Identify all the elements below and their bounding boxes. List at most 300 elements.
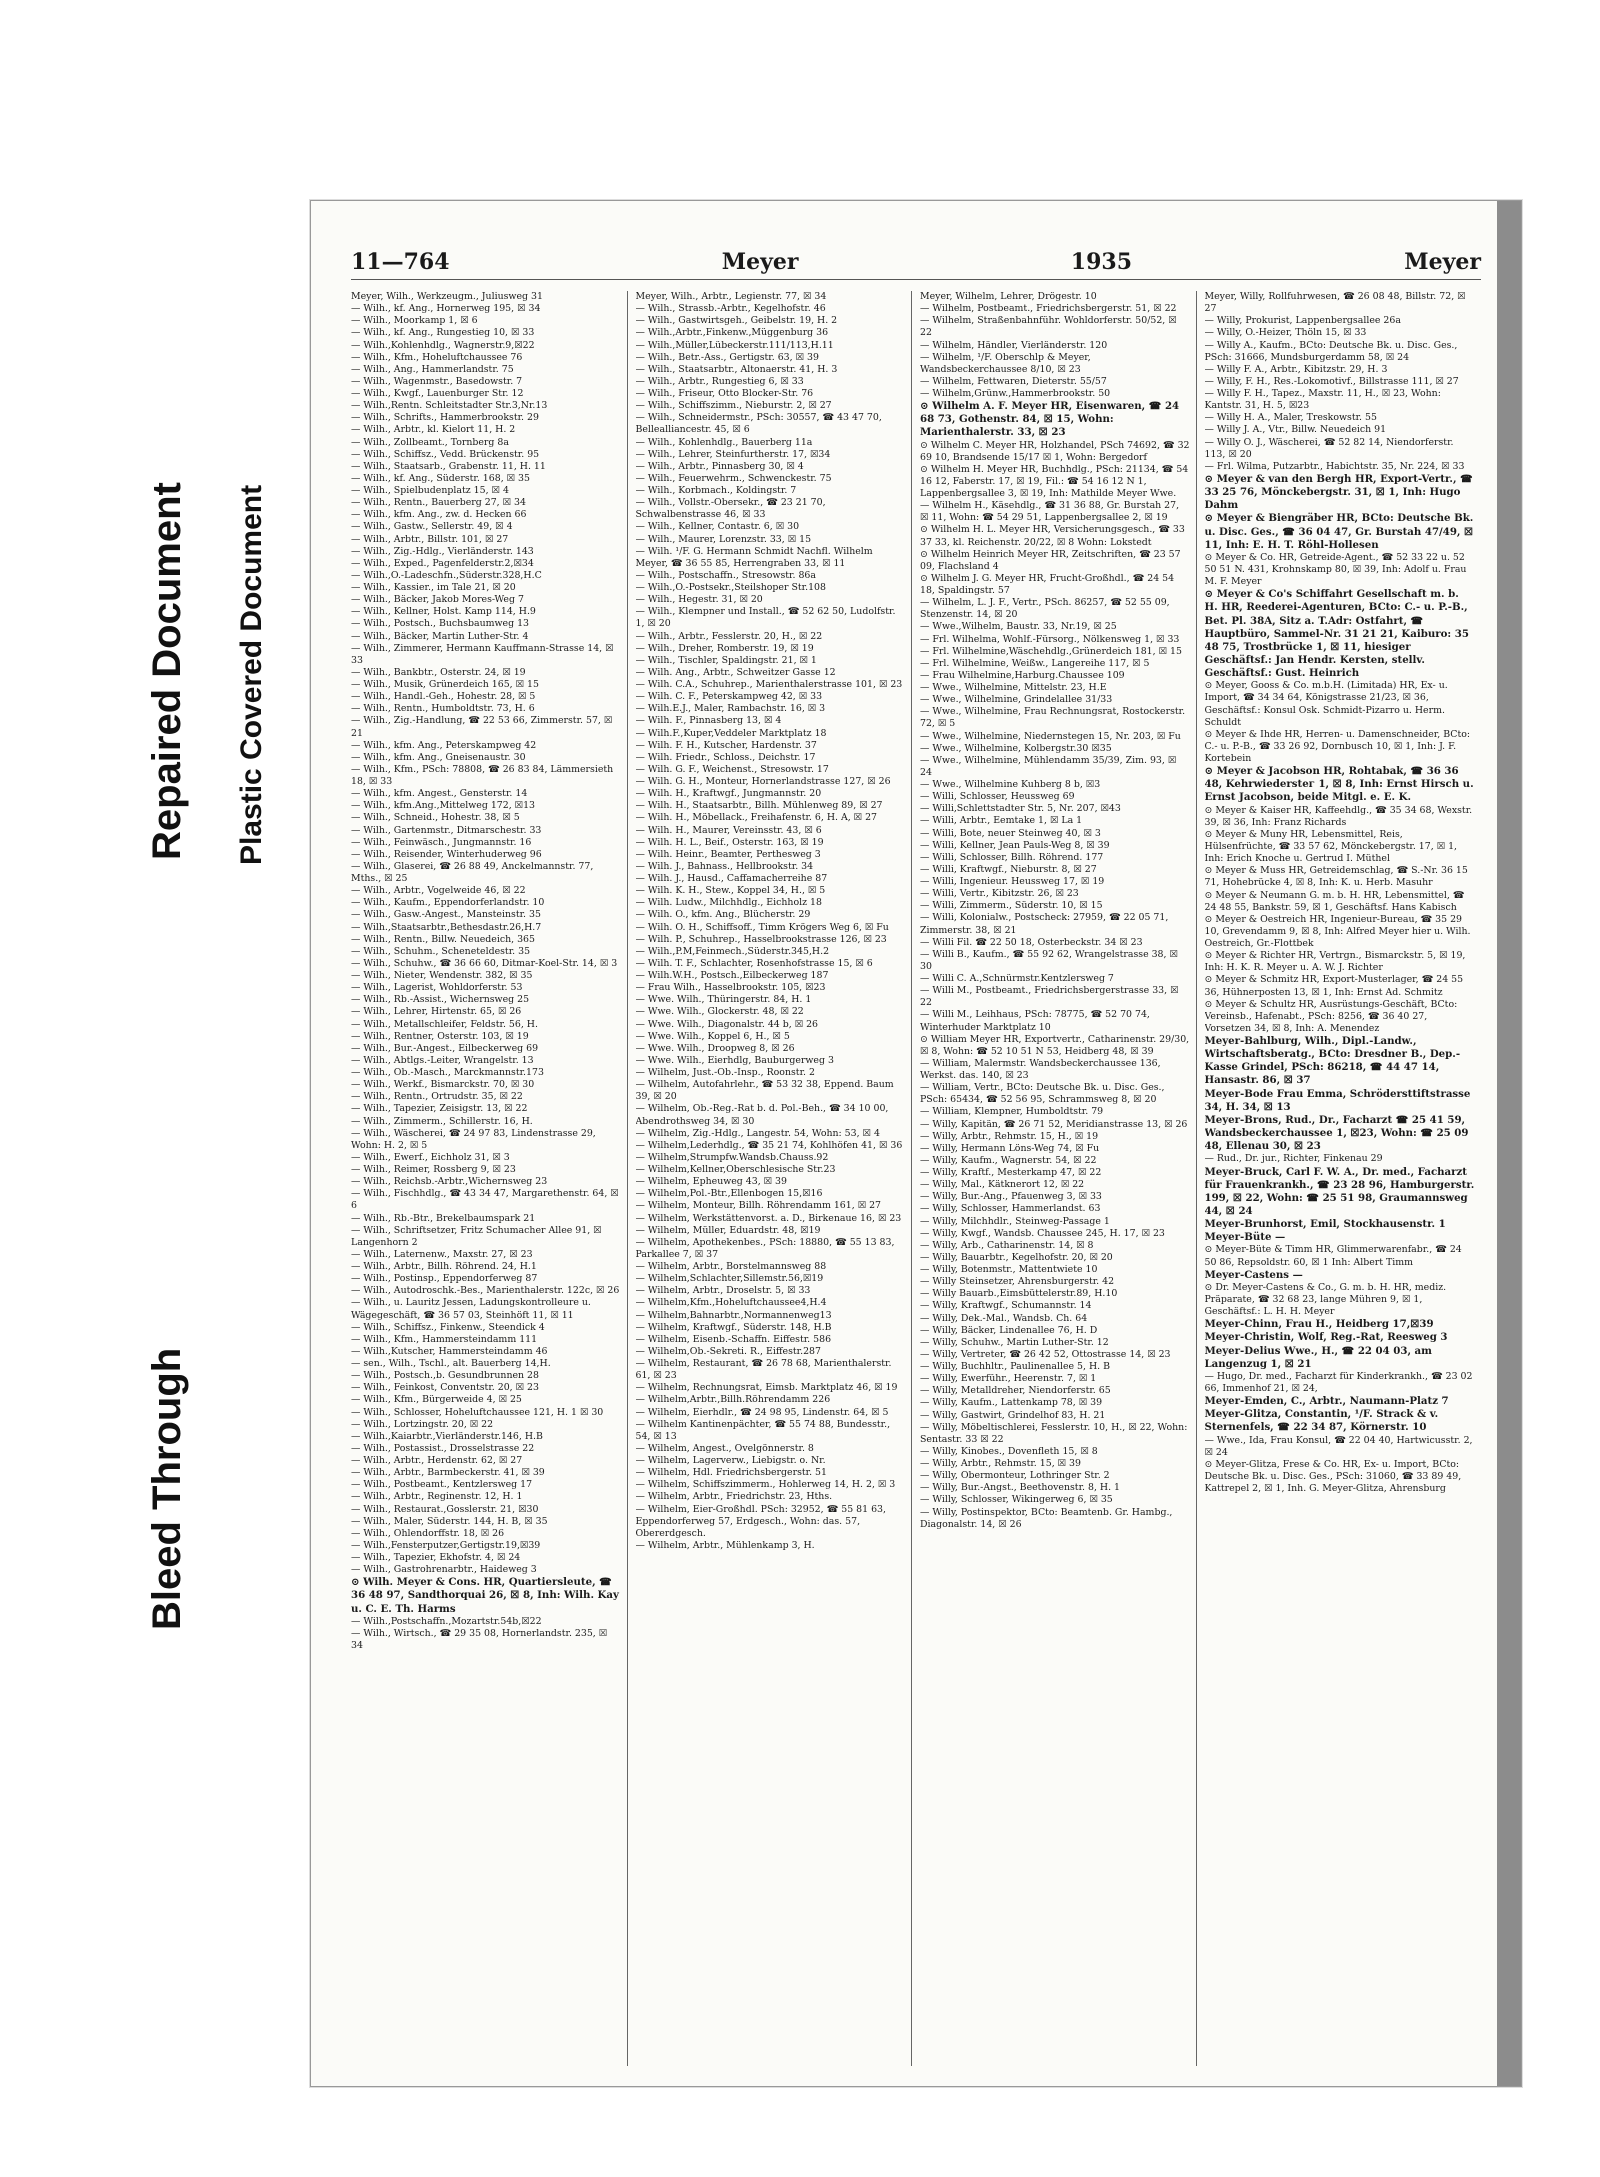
- directory-entry: — Willy, Buchhltr., Paulinenallee 5, H. B: [920, 1361, 1110, 1373]
- bleed-through-label: Bleed Through: [145, 1347, 189, 1630]
- directory-entry: — Willy F. H., Tapez., Maxstr. 11, H., ☒ 23, Wohn: Kantstr. 31, H. 5, ☒23: [1204, 388, 1441, 412]
- plastic-covered-label: Plastic Covered Document: [235, 484, 268, 865]
- directory-entry: — Wilh.E.J., Maler, Rambachstr. 16, ☒ 3: [635, 703, 826, 715]
- directory-entry: — Wilhelm, Eier-Großhdl. PSch: 32952, ☎ 55 81 63, Eppendorferweg 57, Erdgesch., Wohn: das. 57, Obererdgesch.: [635, 1503, 886, 1539]
- directory-entry: — Willy, Kraftf., Mesterkamp 47, ☒ 22: [920, 1167, 1102, 1179]
- directory-entry: — Wilhelm, Arbtr., Borstelmannsweg 88: [635, 1261, 827, 1272]
- directory-entry: — Wilh., Autodroschk.-Bes., Marienthalerstr. 122c, ☒ 26: [351, 1285, 620, 1297]
- directory-entry: — Frl. Wilma, Putzarbtr., Habichtstr. 35, Nr. 224, ☒ 33: [1204, 460, 1465, 472]
- directory-entry: — Willy, Kraftwgf., Schumannstr. 14: [920, 1300, 1092, 1312]
- directory-entry: ⊙ Meyer & Muny HR, Lebensmittel, Reis, Hülsenfrüchte, ☎ 33 57 62, Mönckebergstr. 17, ☒ 1, Inh: Erich Knoche u. Gertrud I. Müthel: [1204, 828, 1458, 865]
- directory-entry: — Wilhelm, Lagerverw., Liebigstr. o. Nr.: [635, 1455, 826, 1466]
- directory-entry: — Wilhelm,Ob.-Sekreti. R., Eiffestr.287: [635, 1345, 821, 1357]
- directory-entry: — Wilh., Arbtr., Pinnasberg 30, ☒ 4: [635, 460, 804, 472]
- directory-entry: ⊙ Meyer & Kaiser HR, Kaffeehdlg., ☎ 35 34 68, Wexstr. 39, ☒ 36, Inh: Franz Richards: [1204, 804, 1473, 828]
- directory-entry: — Willy, Postinspektor, BCto: Beamtenb. Gr. Hambg., Diagonalstr. 14, ☒ 26: [920, 1506, 1173, 1530]
- directory-entry: — Wilhelm, Eisenb.-Schaffn. Eiffestr. 586: [635, 1333, 832, 1345]
- directory-entry: — Wilh., kf. Ang., Süderstr. 168, ☒ 35: [351, 472, 530, 484]
- directory-entry: — Wilh. C. F., Peterskampweg 42, ☒ 33: [635, 691, 823, 703]
- directory-entry: — Willy Bauarb.,Eimsbüttelerstr.89, H.10: [920, 1288, 1118, 1300]
- directory-entry: — Willi, Kolonialw., Postscheck: 27959, ☎ 22 05 71, Zimmerstr. 38, ☒ 21: [920, 912, 1169, 936]
- directory-entry: ⊙ William Meyer HR, Exportvertr., Catharinenstr. 29/30, ☒ 8, Wohn: ☎ 52 10 51 N 53, Heidberg 48, ☒ 39: [920, 1033, 1190, 1057]
- directory-entry: — Wilh., Gastwirtsgeh., Geibelstr. 19, H. 2: [635, 315, 838, 327]
- directory-entry: — Willi, Kraftwgf., Nieburstr. 8, ☒ 27: [920, 863, 1097, 875]
- directory-entry: — Wilh., Schlosser, Hoheluftchaussee 121, H. 1 ☒ 30: [351, 1406, 604, 1418]
- directory-entry: — Wwe. Wilh., Koppel 6, H., ☒ 5: [635, 1030, 790, 1042]
- directory-entry: ⊙ Wilhelm J. G. Meyer HR, Frucht-Großhdl., ☎ 24 54 18, Spaldingstr. 57: [920, 572, 1175, 597]
- directory-entry: — Wilh., Schrifts., Hammerbrookstr. 29: [351, 412, 539, 424]
- directory-entry: — Wilh., Arbtr., Fesslerstr. 20, H., ☒ 22: [635, 630, 823, 642]
- directory-entry: — Wilh., Restaurat.,Gosslerstr. 21, ☒30: [351, 1503, 539, 1515]
- directory-entry: — Wilhelm, Hdl. Friedrichsbergerstr. 51: [635, 1467, 827, 1479]
- directory-entry: Meyer, Wilh., Werkzeugm., Juliusweg 31: [351, 291, 543, 302]
- directory-entry: — Wwe., Ida, Frau Konsul, ☎ 22 04 40, Hartwicusstr. 2, ☒ 24: [1204, 1434, 1473, 1458]
- directory-entry: — Willi,Schlettstadter Str. 5, Nr. 207, ☒43: [920, 803, 1121, 815]
- directory-entry: — Wilh. Heinr., Beamter, Perthesweg 3: [635, 848, 821, 860]
- directory-entry: — Wilh., Ang., Hammerlandstr. 75: [351, 363, 514, 375]
- directory-entry: — Willy, Ewerführ., Heerenstr. 7, ☒ 1: [920, 1373, 1097, 1385]
- directory-entry: — Willi, Zimmerm., Süderstr. 10, ☒ 15: [920, 900, 1103, 912]
- directory-entry: — Wilhelm, Epheuweg 43, ☒ 39: [635, 1176, 787, 1188]
- directory-entry: ⊙ Meyer & Biengräber HR, BCto: Deutsche Bk. u. Disc. Ges., ☎ 36 04 47, Gr. Burstah 47/49, ☒ 11, Inh: E. H. T. Röhl-Hollesen: [1204, 512, 1474, 551]
- directory-entry: — Wilh., Wirtsch., ☎ 29 35 08, Hornerlandstr. 235, ☒ 34: [351, 1627, 608, 1651]
- directory-entry: — Wilhelm, Restaurant, ☎ 26 78 68, Marienthalerstr. 61, ☒ 23: [635, 1358, 892, 1382]
- directory-entry: — Wilh. G. H., Monteur, Hornerlandstrasse 127, ☒ 26: [635, 776, 891, 787]
- directory-entry: — Wilh. Ludw., Milchhdlg., Eichholz 18: [635, 897, 822, 909]
- directory-entry: — Wilh., Rentn., Ortrudstr. 35, ☒ 22: [351, 1091, 523, 1103]
- directory-entry: — Wilh., Arbtr., kl. Kielort 11, H. 2: [351, 424, 516, 436]
- page-header: [351, 243, 1481, 280]
- directory-entry: — Wilhelm,Kfm.,Hoheluftchaussee4,H.4: [635, 1297, 827, 1309]
- directory-entry: — Willy, Kaufm., Wagnerstr. 54, ☒ 22: [920, 1154, 1097, 1166]
- directory-entry: — Wilhelm Kantinenpächter, ☎ 55 74 88, Bundesstr., 54, ☒ 13: [635, 1418, 891, 1442]
- directory-entry: — Wilhelm, Arbtr., Friedrichstr. 23, Hths.: [635, 1491, 833, 1503]
- directory-entry: — Wwe., Wilhelmine, Frau Rechnungsrat, Rostockerstr. 72, ☒ 5: [920, 706, 1186, 730]
- directory-entry: — Frl. Wilhelmine, Weißw., Langereihe 117, ☒ 5: [920, 657, 1150, 669]
- directory-entry: — Wilh., Arbtr., Reginenstr. 12, H. 1: [351, 1491, 523, 1503]
- directory-entry: — Willy, Milchhdlr., Steinweg-Passage 1: [920, 1215, 1110, 1227]
- directory-entry: — Wilhelm, Arbtr., Mühlenkamp 3, H.: [635, 1539, 815, 1551]
- directory-entry: Meyer-Emden, C., Arbtr., Naumann-Platz 7: [1204, 1395, 1449, 1408]
- directory-entry: — Wilh., Schneidermstr., PSch: 30557, ☎ 43 47 70, Bellealliancestr. 45, ☒ 6: [635, 412, 882, 436]
- directory-entry: — Wilh., Kwgf., Lauenburger Str. 12: [351, 388, 524, 399]
- directory-entry: — Wilh., Laternenw., Maxstr. 27, ☒ 23: [351, 1248, 533, 1260]
- directory-entry: — Wilhelm,Arbtr.,Billh.Röhrendamm 226: [635, 1394, 831, 1406]
- directory-entry: — Willy, Bur.-Ang., Pfauenweg 3, ☒ 33: [920, 1191, 1102, 1203]
- directory-entry: — Willy, Obermonteur, Lothringer Str. 2: [920, 1470, 1110, 1482]
- directory-entry: ⊙ Meyer & Jacobson HR, Rohtabak, ☎ 36 36 48, Kehrwiederstег 1, ☒ 8, Inh: Ernst Hirsch u. Ernst Jacobson, beide Mitgl. e. E. K.: [1204, 765, 1474, 804]
- directory-entry: ⊙ Meyer & Muss HR, Getreidemschlag, ☎ S.-Nr. 36 15 71, Hohebrücke 4, ☒ 8, Inh: K. u. Herb. Masuhr: [1204, 865, 1468, 889]
- directory-entry: — Wilh. O. H., Schiffsoff., Timm Krögers Weg 6, ☒ Fu: [635, 921, 889, 933]
- directory-entry: — Wilh., Zig.-Hdlg., Vierländerstr. 143: [351, 545, 534, 557]
- directory-entry: Meyer-Büte —: [1204, 1231, 1286, 1244]
- directory-entry: — Wilh. P., Schuhrep., Hasselbrookstrasse 126, ☒ 23: [635, 933, 887, 945]
- directory-entry: — Wilhelm, Arbtr., Droselstr. 5, ☒ 33: [635, 1285, 811, 1297]
- directory-entry: — Wilh., Lehrer, Hirtenstr. 65, ☒ 26: [351, 1006, 522, 1018]
- directory-entry: — Wilh. J., Hausd., Caffamacherreihe 87: [635, 873, 828, 884]
- directory-entry: — Wwe. Wilh., Thüringerstr. 84, H. 1: [635, 994, 812, 1006]
- directory-entry: — Wilh., Gartenmstr., Ditmarschestr. 33: [351, 824, 542, 836]
- directory-entry: — Willy O. J., Wäscherei, ☎ 52 82 14, Niendorferstr. 113, ☒ 20: [1204, 436, 1454, 460]
- directory-entry: — Wwe., Wilhelmine, Mühlendamm 35/39, Zim. 93, ☒ 24: [920, 754, 1177, 778]
- directory-entry: — Wilh.,Kohlenhdlg., Wagnerstr.9,☒22: [351, 339, 535, 351]
- directory-entry: — Wilhelm, Apothekenbes., PSch: 18880, ☎ 55 13 83, Parkallee 7, ☒ 37: [635, 1236, 895, 1260]
- directory-entry: — Wilh., Kfm., Hammersteindamm 111: [351, 1333, 538, 1345]
- directory-entry: — Wilh., Nieter, Wendenstr. 382, ☒ 35: [351, 970, 533, 981]
- directory-entry: — Willy, Botenmstr., Mattentwiete 10: [920, 1264, 1098, 1276]
- directory-entry: — Wilh., Schuhw., ☎ 36 66 60, Ditmar-Koel-Str. 14, ☒ 3: [351, 957, 618, 969]
- directory-entry: — Wilh., Strassb.-Arbtr., Kegelhofstr. 46: [635, 303, 826, 315]
- directory-entry: — Wilh., Schneid., Hohestr. 38, ☒ 5: [351, 812, 520, 824]
- directory-entry: — Wilh., Maler, Süderstr. 144, H. B, ☒ 35: [351, 1515, 548, 1527]
- directory-entry: — Wilhelm, Angest., Ovelgönnerstr. 8: [635, 1442, 814, 1454]
- directory-entry: — Wilh., Reichsb.-Arbtr.,Wichernsweg 23: [351, 1176, 548, 1188]
- directory-entry: — Wilh., Zimmerm., Schillerstr. 16, H.: [351, 1115, 533, 1127]
- directory-entry: — Wilh. H., Staatsarbtr., Billh. Mühlenweg 89, ☒ 27: [635, 800, 883, 812]
- directory-entry: — Wilh., Rb.-Btr., Brekelbaumspark 21: [351, 1212, 536, 1224]
- directory-entry: — William, Malermstr. Wandsbeckerchaussee 136, Werkst. das. 140, ☒ 23: [920, 1057, 1161, 1082]
- directory-entry: — Wilh.F.,Kuper,Veddeler Marktplatz 18: [635, 727, 827, 739]
- directory-entry: — Wilh.,Rentn. Schleitstadter Str.3,Nr.13: [351, 400, 548, 412]
- directory-entry: — Wilh., Arbtr., Billh. Röhrend. 24, H.1: [351, 1261, 537, 1272]
- directory-entry: — Frl. Wilhelma, Wohlf.-Fürsorg., Nölkensweg 1, ☒ 33: [920, 633, 1180, 645]
- directory-entry: — Wilh.,Fensterputzer,Gertigstr.19,☒39: [351, 1539, 541, 1551]
- directory-entry: — Wwe.,Wilhelm, Baustr. 33, Nr.19, ☒ 25: [920, 621, 1117, 633]
- directory-entry: — Wwe., Wilhelmine, Kolbergstr.30 ☒35: [920, 742, 1112, 754]
- directory-entry: — Willy, Dek.-Mal., Wandsb. Ch. 64: [920, 1312, 1088, 1324]
- directory-entry: — Wilh., Arbtr., Barmbeckerstr. 41, ☒ 39: [351, 1467, 545, 1479]
- directory-entry: — Wilh., Ewerf., Eichholz 31, ☒ 3: [351, 1151, 510, 1163]
- directory-entry: — Willy, Gastwirt, Grindelhof 83, H. 21: [920, 1409, 1106, 1421]
- directory-entry: — Wilh., Kfm., PSch: 78808, ☎ 26 83 84, Lämmersieth 18, ☒ 33: [351, 763, 614, 787]
- directory-entry: — Willy, Kapitän, ☎ 26 71 52, Meridianstrasse 13, ☒ 26: [920, 1118, 1188, 1130]
- header-year: 1935: [1070, 249, 1133, 275]
- directory-entry: ⊙ Wilhelm Heinrich Meyer HR, Zeitschriften, ☎ 23 57 09, Flachsland 4: [920, 548, 1181, 572]
- page-number: 11—764: [351, 249, 450, 275]
- directory-entry: — Willi, Arbtr., Eemtake 1, ☒ La 1: [920, 815, 1083, 827]
- side-labels: [145, 330, 295, 1630]
- directory-entry: — Wilh., Gasw.-Angest., Mansteinstr. 35: [351, 909, 541, 921]
- directory-entry: — Wilh., Postsch.,b. Gesundbrunnen 28: [351, 1370, 539, 1382]
- directory-entry: — Wilh., Arbtr., Rungestieg 6, ☒ 33: [635, 375, 804, 387]
- directory-entry: Meyer-Glitza, Constantin, ¹/F. Strack & v. Sternenfels, ☎ 22 34 87, Körnerstr. 10: [1204, 1408, 1439, 1434]
- directory-entry: ⊙ Meyer & Ihde HR, Herren- u. Damenschneider, BCto: C.- u. P.-B., ☎ 33 26 92, Dornbusch 10, ☒ 1, Inh: J. F. Kortebein: [1204, 728, 1471, 765]
- repaired-document-label: Repaired Document: [145, 482, 189, 860]
- directory-entry: ⊙ Wilhelm C. Meyer HR, Holzhandel, PSch 74692, ☎ 32 69 10, Brandsende 15/17 ☒ 1, Wohn: Bergedorf: [920, 439, 1190, 463]
- directory-entry: — Wilh., Gastrohrenarbtr., Haideweg 3: [351, 1564, 537, 1576]
- directory-entry: — Willy, Bäcker, Lindenallee 76, H. D: [920, 1324, 1098, 1336]
- directory-entry: ⊙ Wilh. Meyer & Cons. HR, Quartiersleute, ☎ 36 48 97, Sandthorquai 26, ☒ 8, Inh: Wilh. Kay u. C. E. Th. Harms: [351, 1576, 619, 1615]
- directory-entry: — Willy, Kwgf., Wandsb. Chaussee 245, H. 17, ☒ 23: [920, 1227, 1165, 1239]
- directory-entry: — Wilh., Fischhdlg., ☎ 43 34 47, Margarethenstr. 64, ☒ 6: [351, 1188, 619, 1212]
- directory-entry: ⊙ Meyer & van den Bergh HR, Export-Vertr., ☎ 33 25 76, Mönckebergstr. 31, ☒ 1, Inh: Hugo Dahm: [1204, 472, 1473, 512]
- directory-page: [310, 200, 1522, 2087]
- directory-entry: ⊙ Meyer & Neumann G. m. b. H. HR, Lebensmittel, ☎ 24 48 55, Bankstr. 59, ☒ 1, Geschäftsf. Hans Kabisch: [1204, 889, 1465, 913]
- directory-entry: — Wilh., Staatsarb., Grabenstr. 11, H. 11: [351, 460, 546, 472]
- directory-entry: — Wilh. ¹/F. G. Hermann Schmidt Nachfl. Wilhelm Meyer, ☎ 36 55 85, Herrengraben 33, ☒ 11: [635, 545, 873, 569]
- directory-entry: — Wilh., Feinkost, Conventstr. 20, ☒ 23: [351, 1382, 539, 1394]
- directory-entry: — Hugo, Dr. med., Facharzt für Kinderkrankh., ☎ 23 02 66, Immenhof 21, ☒ 24,: [1204, 1370, 1473, 1394]
- directory-entry: — Wilh., Bäcker, Jakob Mores-Weg 7: [351, 594, 524, 606]
- directory-entry: — Wilh. H., Möbellack., Freihafenstr. 6, H. A, ☒ 27: [635, 812, 877, 824]
- directory-entry: — Willy H. A., Maler, Treskowstr. 55: [1204, 412, 1377, 424]
- directory-entry: — Wilh., Glaserei, ☎ 26 88 49, Anckelmannstr. 77, Mths., ☒ 25: [351, 860, 594, 884]
- directory-entry: — Wilh., Vollstr.-Obersekr., ☎ 23 21 70, Schwalbenstrasse 46, ☒ 33: [635, 497, 826, 521]
- directory-entry: — Wilh., Handl.-Geh., Hohestr. 28, ☒ 5: [351, 691, 536, 703]
- directory-entry: — Willy, Metalldreher, Niendorferstr. 65: [920, 1385, 1111, 1397]
- directory-entry: — Wilh. T. F., Schlachter, Rosenhofstrasse 15, ☒ 6: [635, 957, 873, 969]
- directory-entry: — Wilh., Kaufm., Eppendorferlandstr. 10: [351, 897, 545, 909]
- directory-entry: — Willi, Bote, neuer Steinweg 40, ☒ 3: [920, 827, 1101, 839]
- directory-entry: — Wwe. Wilh., Eierhdlg, Bauburgerweg 3: [635, 1054, 834, 1066]
- directory-entry: — Wilh. K. H., Stew., Koppel 34, H., ☒ 5: [635, 885, 826, 897]
- directory-entry: — Wwe. Wilh., Droopweg 8, ☒ 26: [635, 1042, 795, 1054]
- directory-entry: — Willy J. A., Vtr., Billw. Neuedeich 91: [1204, 424, 1387, 436]
- directory-entry: — Wilh., Spielbudenplatz 15, ☒ 4: [351, 485, 509, 496]
- directory-entry: ⊙ Meyer & Schmitz HR, Export-Musterlager, ☎ 24 55 36, Hühnerposten 13, ☒ 1, Inh: Ernst Ad. Schmitz: [1204, 974, 1464, 998]
- directory-entry: — Wilh., Postinsp., Eppendorferweg 87: [351, 1273, 538, 1285]
- directory-entry: — Wilh., Exped., Pagenfelderstr.2,☒34: [351, 557, 534, 569]
- directory-entry: — Wilh., Kassier., im Tale 21, ☒ 20: [351, 582, 516, 593]
- directory-entry: — Wilh. G. F., Weichenst., Stresowstr. 17: [635, 763, 829, 775]
- directory-entry: — Wilh. F. H., Kutscher, Hardenstr. 37: [635, 739, 817, 751]
- directory-entry: — Wilh., Werkf., Bismarckstr. 70, ☒ 30: [351, 1079, 535, 1091]
- column-4: [1205, 291, 1482, 2066]
- directory-entry: — Willi, Schlosser, Billh. Röhrend. 177: [920, 851, 1104, 863]
- directory-entry: — Wilhelm,Grünw.,Hammerbrookstr. 50: [920, 388, 1111, 399]
- directory-entry: — Wilh., Schiffszimm., Nieburstr. 2, ☒ 27: [635, 400, 832, 412]
- directory-entry: ⊙ Meyer & Schultz HR, Ausrüstungs-Geschäft, BCto: Vereinsb., Hafenabt., PSch: 8256, ☎ 36 40 27, Vorsetzen 34, ☒ 8, Inh: A. Menendez: [1204, 998, 1458, 1034]
- directory-entry: ⊙ Wilhelm H. Meyer HR, Buchhdlg., PSch: 21134, ☎ 54 16 12, Faberstr. 17, ☒ 19, Fil.: ☎ 54 16 12 N 1, Lappenbergsallee 3, ☒ 19, Inh: Mathilde Meyer Wwe.: [920, 463, 1189, 500]
- directory-entry: — Wilh.,P.M,Feinmech.,Süderstr.345,H.2: [635, 945, 830, 957]
- directory-entry: — Wilhelm,Kellner,Oberschlesische Str.23: [635, 1164, 836, 1175]
- directory-entry: — Wilh., Kfm., Bürgerweide 4, ☒ 25: [351, 1394, 522, 1406]
- directory-entry: — Wilh.,O.-Postsekr.,Steilshoper Str.108: [635, 582, 826, 593]
- header-name-right: Meyer: [1404, 249, 1481, 275]
- directory-entry: — Wilhelm, Just.-Ob.-Insp., Roonstr. 2: [635, 1067, 815, 1078]
- directory-entry: — Willi, Schlosser, Heussweg 69: [920, 791, 1075, 803]
- directory-entry: — Wilh.W.H., Postsch.,Eilbeckerweg 187: [635, 970, 829, 981]
- directory-entry: — Wilhelm H., Käsehdlg., ☎ 31 36 88, Gr. Burstah 27, ☒ 11, Wohn: ☎ 54 29 51, Lappenbergsallee 2, ☒ 19: [920, 500, 1180, 524]
- directory-entry: — Willy, Arb., Catharinenstr. 14, ☒ 8: [920, 1239, 1094, 1251]
- directory-entry: — Wilh., Rentn., Bauerberg 27, ☒ 34: [351, 497, 526, 509]
- directory-entry: — Wilhelm, Händler, Vierländerstr. 120: [920, 339, 1108, 351]
- directory-entry: — Wilh., Ob.-Masch., Marckmannstr.173: [351, 1067, 544, 1078]
- directory-entry: — Wilh.,Kaiarbtr.,Vierländerstr.146, H.B: [351, 1430, 543, 1442]
- directory-entry: — Wilh., Kohlenhdlg., Bauerberg 11a: [635, 436, 813, 448]
- directory-entry: — Wilh., Bankbtr., Osterstr. 24, ☒ 19: [351, 666, 526, 678]
- directory-entry: — Wilh., kfm.Ang.,Mittelweg 172, ☒13: [351, 800, 536, 812]
- directory-entry: — Willi M., Postbeamt., Friedrichsbergerstrasse 33, ☒ 22: [920, 985, 1179, 1009]
- directory-entry: — Wilh., Postschaffn., Stresowstr. 86a: [635, 569, 816, 581]
- directory-entry: — Wilh. Ang., Arbtr., Schweitzer Gasse 12: [635, 666, 836, 678]
- directory-entry: — Wilh., Postbeamt., Kentzlersweg 17: [351, 1479, 533, 1491]
- directory-entry: — Wilh. H., Maurer, Vereinsstr. 43, ☒ 6: [635, 824, 822, 836]
- directory-entry: — Willy F. A., Arbtr., Kibitzstr. 29, H. 3: [1204, 363, 1388, 375]
- directory-entry: — Wilh.,Postschaffn.,Mozartstr.54b,☒22: [351, 1615, 542, 1627]
- page-edge: [1497, 201, 1521, 2086]
- directory-entry: — Wwe., Wilhelmine, Grindelallee 31/33: [920, 694, 1113, 706]
- directory-entry: — sen., Wilh., Tschl., alt. Bauerberg 14,H.: [351, 1358, 551, 1369]
- directory-entry: — Willy, Mal., Kätknerort 12, ☒ 22: [920, 1179, 1085, 1191]
- directory-entry: — Wwe., Wilhelmine Kuhberg 8 b, ☒3: [920, 779, 1101, 791]
- directory-entry: — Wilhelm, Ob.-Reg.-Rat b. d. Pol.-Beh., ☎ 34 10 00, Abendrothsweg 34, ☒ 30: [635, 1103, 889, 1127]
- directory-entry: — Wilh., kfm. Ang., Peterskampweg 42: [351, 739, 537, 751]
- directory-entry: — Willi, Kellner, Jean Pauls-Weg 8, ☒ 39: [920, 839, 1110, 851]
- directory-entry: — Wilh., Tapezier, Ekhofstr. 4, ☒ 24: [351, 1552, 521, 1563]
- directory-entry: ⊙ Meyer & Co's Schiffahrt Gesellschaft m. b. H. HR, Reederei-Agenturen, BCto: C.- u. P.-B., Bet. Pl. 38A, Sitz a. T.Adr: Ostfahrt, ☎ Hauptbüro, Sammel-Nr. 31 21 21, Kaiburo: 35 48 75, Trostbrücke 1, ☒ 11, hiesiger Geschäftsf.: Jan Hendr. Kersten, stellv. Geschäftsf.: Gust. Heinrich: [1204, 588, 1469, 680]
- directory-entry: — Wilh., Lehrer, Steinfurtherstr. 17, ☒34: [635, 448, 831, 460]
- directory-entry: — Wilh., Wäscherei, ☎ 24 97 83, Lindenstrasse 29, Wohn: H. 2, ☒ 5: [351, 1127, 596, 1151]
- directory-entry: — Wilh., Kellner, Contastr. 6, ☒ 30: [635, 521, 800, 533]
- directory-entry: — Wilh., Schriftsetzer, Fritz Schumacher Allee 91, ☒ Langenhorn 2: [351, 1224, 602, 1248]
- directory-entry: — Wilhelm, Fettwaren, Dieterstr. 55/57: [920, 375, 1107, 387]
- directory-entry: — Willi, Ingenieur. Heussweg 17, ☒ 19: [920, 876, 1105, 888]
- directory-entry: — Wilh., u. Lauritz Jessen, Ladungskontrolleure u. Wägegeschäft, ☎ 36 57 03, Steinhöft 11, ☒ 11: [351, 1297, 591, 1321]
- directory-entry: — Willi, Vertr., Kibitzstr. 26, ☒ 23: [920, 888, 1079, 900]
- directory-entry: — Wilh. J., Bahnass., Hellbrookstr. 34: [635, 860, 814, 872]
- directory-entry: — Wilh., Dreher, Romberstr. 19, ☒ 19: [635, 642, 814, 654]
- directory-entry: — Wilh., Metallschleifer, Feldstr. 56, H.: [351, 1018, 538, 1030]
- directory-entry: — Wilhelm,Bahnarbtr.,Normannenweg13: [635, 1309, 832, 1321]
- directory-entry: Meyer-Christin, Wolf, Reg.-Rat, Reesweg 3: [1204, 1331, 1448, 1344]
- column-1: [351, 291, 628, 2066]
- directory-entry: — Wilh.,Kutscher, Hammersteindamm 46: [351, 1345, 548, 1357]
- directory-entry: — Willy, Möbeltischlerei, Fesslerstr. 10, H., ☒ 22, Wohn: Sentastr. 33 ☒ 22: [920, 1421, 1188, 1445]
- directory-entry: — Willi M., Leihhaus, PSch: 78775, ☎ 52 70 74, Winterhuder Marktplatz 10: [920, 1009, 1150, 1033]
- directory-entry: — Wilh., Hegestr. 31, ☒ 20: [635, 594, 763, 606]
- directory-entry: ⊙ Wilhelm A. F. Meyer HR, Eisenwaren, ☎ 24 68 73, Gothenstr. 84, ☒ 15, Wohn: Marienthalerstr. 33, ☒ 23: [920, 400, 1180, 439]
- directory-entry: ⊙ Meyer & Richter HR, Vertrgn., Bismarckstr. 5, ☒ 19, Inh: H. K. R. Meyer u. A. W. J. Richter: [1204, 950, 1466, 974]
- directory-entry: — Wilh., kfm. Angest., Gensterstr. 14: [351, 788, 528, 800]
- directory-entry: ⊙ Meyer, Gooss & Co. m.b.H. (Limitada) HR, Ex- u. Import, ☎ 34 34 64, Königstrasse 21/23, ☒ 36, Geschäftsf.: Konsul Osk. Schmidt-Pizarro u. Herm. Schuldt: [1204, 680, 1448, 728]
- directory-entry: — Wwe. Wilh., Diagonalstr. 44 b, ☒ 26: [635, 1018, 819, 1030]
- directory-entry: Meyer-Bruck, Carl F. W. A., Dr. med., Facharzt für Frauenkrankh., ☎ 23 28 96, Hamburgerstr. 199, ☒ 22, Wohn: ☎ 25 51 98, Graumannsweg 44, ☒ 24: [1204, 1165, 1475, 1217]
- directory-entry: — Willy, Schuhw., Martin Luther-Str. 12: [920, 1336, 1109, 1348]
- directory-entry: — Willy Steinsetzer, Ahrensburgerstr. 42: [920, 1276, 1115, 1288]
- directory-entry: — Willy, F. H., Res.-Lokomotivf., Billstrasse 111, ☒ 27: [1204, 375, 1459, 387]
- directory-entry: — Wilhelm, Schiffszimmerm., Hohlerweg 14, H. 2, ☒ 3: [635, 1479, 896, 1491]
- directory-entry: — Wilh., Postassist., Drosselstrasse 22: [351, 1442, 535, 1454]
- directory-entry: — William, Klempner, Humboldtstr. 79: [920, 1106, 1104, 1118]
- directory-entry: — Wilhelm, ¹/F. Oberschlp & Meyer, Wandsbeckerchaussee 8/10, ☒ 23: [920, 351, 1091, 375]
- directory-entry: — Wilh., Zig.-Handlung, ☎ 22 53 66, Zimmerstr. 57, ☒ 21: [351, 715, 613, 739]
- directory-entry: — Willy, Bauarbtr., Kegelhofstr. 20, ☒ 20: [920, 1251, 1113, 1263]
- directory-entry: Meyer-Bode Frau Emma, Schrödersttiftstrasse 34, H. 34, ☒ 13: [1204, 1087, 1471, 1113]
- directory-entry: ⊙ Meyer-Büte & Timm HR, Glimmerwarenfabr., ☎ 24 50 86, Repsoldstr. 60, ☒ 1 Inh: Albert Timm: [1204, 1244, 1462, 1268]
- directory-entry: — Wilh., Gastw., Sellerstr. 49, ☒ 4: [351, 521, 513, 533]
- directory-entry: — Wilhelm, Monteur, Billh. Röhrendamm 161, ☒ 27: [635, 1200, 882, 1212]
- directory-entry: — Wilh. Friedr., Schloss., Deichstr. 17: [635, 751, 816, 763]
- directory-columns: [351, 291, 1481, 2066]
- directory-entry: — Wilhelm, Rechnungsrat, Eimsb. Marktplatz 46, ☒ 19: [635, 1382, 898, 1394]
- directory-entry: — Willy, Schlosser, Hammerlandst. 63: [920, 1203, 1101, 1215]
- directory-entry: — Wilh., Schuhm., Scheneteldestr. 35: [351, 945, 531, 957]
- directory-entry: — Wilh., Maurer, Lorenzstr. 33, ☒ 15: [635, 533, 812, 545]
- directory-entry: — Wilh., Feuerwehrm., Schwenckestr. 75: [635, 472, 832, 484]
- directory-entry: — Willy, Hermann Löns-Weg 74, ☒ Fu: [920, 1142, 1100, 1154]
- directory-entry: — Wwe., Wilhelmine, Niedernstegen 15, Nr. 203, ☒ Fu: [920, 730, 1181, 742]
- directory-entry: — Wilh., Friseur, Otto Blocker-Str. 76: [635, 388, 814, 399]
- directory-entry: — Wilh., Arbtr., Vogelweide 46, ☒ 22: [351, 885, 526, 897]
- directory-entry: — Wilh., Schiffsz., Vedd. Brückenstr. 95: [351, 448, 540, 460]
- directory-entry: — Wilh. C.A., Schuhrep., Marienthalerstrasse 101, ☒ 23: [635, 679, 903, 690]
- directory-entry: — Wilh., Rentn., Billw. Neuedeich, 365: [351, 933, 535, 945]
- directory-entry: — Willy, Kaufm., Lattenkamp 78, ☒ 39: [920, 1397, 1103, 1409]
- directory-entry: — Wilh., Arbtr., Herdenstr. 62, ☒ 27: [351, 1455, 523, 1466]
- directory-entry: — Wilh., Betr.-Ass., Gertigstr. 63, ☒ 39: [635, 351, 819, 363]
- directory-entry: — Wilh., Moorkamp 1, ☒ 6: [351, 315, 478, 327]
- directory-entry: — Willy A., Kaufm., BCto: Deutsche Bk. u. Disc. Ges., PSch: 31666, Mundsburgerdamm 58, ☒ 24: [1204, 339, 1458, 363]
- directory-entry: — Wilh., Bäcker, Martin Luther-Str. 4: [351, 630, 529, 642]
- directory-entry: — Wilh., Kellner, Holst. Kamp 114, H.9: [351, 606, 536, 618]
- directory-entry: — Willy, Arbtr., Rehmstr. 15, H., ☒ 19: [920, 1130, 1099, 1142]
- directory-entry: — Wilh., Klempner und Install., ☎ 52 62 50, Ludolfstr. 1, ☒ 20: [635, 606, 896, 630]
- column-2: [636, 291, 913, 2066]
- directory-entry: — Wilh., Rentn., Humboldtstr. 73, H. 6: [351, 703, 535, 715]
- directory-entry: Meyer-Brons, Rud., Dr., Facharzt ☎ 25 41 59, Wandsbeckerchaussee 1, ☒23, Wohn: ☎ 25 09 48, Ellenau 30, ☒ 23: [1204, 1113, 1469, 1153]
- directory-entry: — Frau Wilhelmine,Harburg.Chaussee 109: [920, 669, 1125, 681]
- column-3: [920, 291, 1197, 2066]
- directory-entry: ⊙ Dr. Meyer-Castens & Co., G. m. b. H. HR, mediz. Präparate, ☎ 32 68 23, lange Mühren 9, ☒ 1, Geschäftsf.: L. H. H. Meyer: [1204, 1281, 1447, 1318]
- directory-entry: — Willy, Bur.-Angst., Beethovenstr. 8, H. 1: [920, 1482, 1121, 1494]
- directory-entry: — Frau Wilh., Hasselbrookstr. 105, ☒23: [635, 982, 826, 994]
- directory-entry: — Wilhelm,Pol.-Btr.,Ellenbogen 15,☒16: [635, 1188, 823, 1200]
- directory-entry: Meyer-Castens —: [1204, 1268, 1303, 1281]
- directory-entry: — Wilh., Kfm., Hoheluftchaussee 76: [351, 351, 523, 363]
- directory-entry: — Wilhelm,Strumpfw.Wandsb.Chauss.92: [635, 1151, 829, 1163]
- directory-entry: — Wilhelm,Lederhdlg., ☎ 35 21 74, Kohlhöfen 41, ☒ 36: [635, 1139, 903, 1151]
- directory-entry: — Wilh., Reisender, Winterhuderweg 96: [351, 848, 542, 860]
- directory-entry: — Wilhelm, Kraftwgf., Süderstr. 148, H.B: [635, 1321, 832, 1333]
- directory-entry: — Frl. Wilhelmine,Wäschehdlg.,Grünerdeich 181, ☒ 15: [920, 645, 1182, 657]
- directory-entry: — Willy, Vertreter, ☎ 26 42 52, Ottostrasse 14, ☒ 23: [920, 1348, 1171, 1360]
- directory-entry: — Willi C. A.,Schnürmstr.Kentzlersweg 7: [920, 973, 1114, 985]
- directory-entry: — Wilh. O., kfm. Ang., Blücherstr. 29: [635, 909, 811, 921]
- directory-entry: — Rud., Dr. jur., Richter, Finkenau 29: [1204, 1153, 1383, 1165]
- directory-entry: — Wilh., kf. Ang., Hornerweg 195, ☒ 34: [351, 303, 541, 315]
- directory-entry: — Wilh.,Müller,Lübeckerstr.111/113,H.11: [635, 339, 834, 351]
- directory-entry: — Wilh., kfm. Ang., Gneisenaustr. 30: [351, 751, 526, 763]
- directory-entry: ⊙ Meyer & Co. HR, Getreide-Agent., ☎ 52 33 22 u. 52 50 51 N. 431, Krohnskamp 80, ☒ 39, Inh: Adolf u. Frau M. F. Meyer: [1204, 551, 1467, 588]
- directory-entry: — Wilh., Rentner, Osterstr. 103, ☒ 19: [351, 1030, 529, 1042]
- directory-entry: Meyer-Chinn, Frau H., Heidberg 17,☒39: [1204, 1318, 1434, 1331]
- directory-entry: Meyer, Wilh., Arbtr., Legienstr. 77, ☒ 34: [635, 291, 827, 302]
- directory-entry: — Willy, O.-Heizer, Thöln 15, ☒ 33: [1204, 327, 1367, 339]
- directory-entry: — Willy, Prokurist, Lappenbergsallee 26a: [1204, 315, 1401, 327]
- directory-entry: — Wilhelm, Zig.-Hdlg., Langestr. 54, Wohn: 53, ☒ 4: [635, 1127, 880, 1139]
- directory-entry: — Wilh., Zimmerer, Hermann Kauffmann-Strasse 14, ☒ 33: [351, 642, 614, 666]
- directory-entry: — Wwe. Wilh., Glockerstr. 48, ☒ 22: [635, 1006, 804, 1018]
- directory-entry: — Wilh.,Staatsarbtr.,Bethesdastr.26,H.7: [351, 921, 542, 933]
- directory-entry: — Wilh., Feinwäsch., Jungmannstr. 16: [351, 836, 532, 848]
- directory-entry: — Wilh., Ohlendorffstr. 18, ☒ 26: [351, 1527, 505, 1539]
- directory-entry: — Wilh., Bur.-Angest., Eilbeckerweg 69: [351, 1042, 539, 1054]
- directory-entry: — Wilh. F., Pinnasberg 13, ☒ 4: [635, 715, 782, 727]
- directory-entry: — Wilh. H., Kraftwgf., Jungmannstr. 20: [635, 788, 822, 800]
- header-name-left: Meyer: [721, 249, 799, 275]
- directory-entry: — Wilh., Tapezier, Zeisigstr. 13, ☒ 22: [351, 1103, 528, 1115]
- directory-entry: Meyer, Wilhelm, Lehrer, Drögestr. 10: [920, 291, 1097, 302]
- directory-entry: — Wilhelm, Müller, Eduardstr. 48, ☒19: [635, 1224, 821, 1236]
- directory-entry: — Wilhelm, Autofahrlehr., ☎ 53 32 38, Eppend. Baum 39, ☒ 20: [635, 1079, 894, 1103]
- directory-entry: — Wilh., Korbmach., Koldingstr. 7: [635, 485, 797, 496]
- directory-entry: — Wilhelm, L. J. F., Vertr., PSch. 86257, ☎ 52 55 09, Stenzenstr. 14, ☒ 20: [920, 597, 1170, 621]
- directory-entry: — Wilh., Staatsarbtr., Altonaerstr. 41, H. 3: [635, 363, 838, 375]
- directory-entry: ⊙ Meyer & Oestreich HR, Ingenieur-Bureau, ☎ 35 29 10, Grevendamm 9, ☒ 8, Inh: Alfred Meyer hier u. Wilh. Oestreich, Gr.-Flottbek: [1204, 913, 1471, 949]
- directory-entry: — Willy, Schlosser, Wikingerweg 6, ☒ 35: [920, 1494, 1113, 1506]
- directory-entry: — Willy, Arbtr., Rehmstr. 15, ☒ 39: [920, 1458, 1081, 1470]
